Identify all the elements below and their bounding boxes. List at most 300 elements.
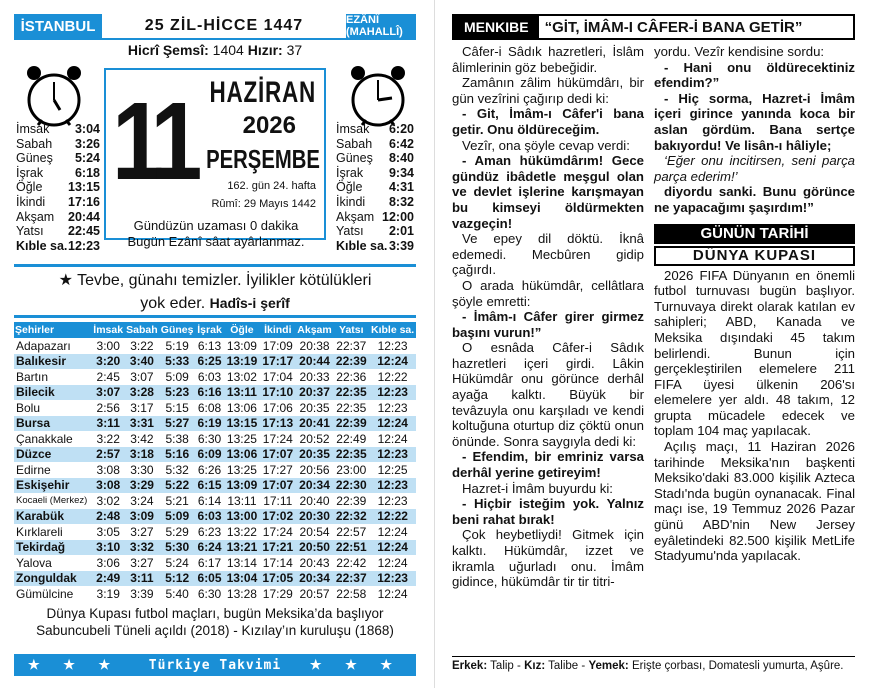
time-cell: 12:22	[377, 369, 408, 384]
prayer-time-value: 6:42	[388, 136, 414, 151]
time-cell: 2:57	[96, 447, 121, 462]
prayer-times-ezani	[336, 122, 414, 253]
year: 2026	[242, 112, 296, 139]
time-cell: 12:25	[377, 462, 408, 477]
story-paragraph: O arada hükümdâr, cellâtlara şöyle emretti:	[452, 277, 644, 309]
time-cell: 22:35	[335, 447, 367, 462]
gunun-paragraph-1: 2026 FIFA Dünyanın en önemli futbol turnuvası bugün başlıyor. Turnuvaya direkt olarak katılan ev sahipleri; ABD, Kanada ve Meksika dışındaki 45 takım belirlendi. Bunun için gerçekleştirilen elemelere 211 FIFA üyesi ülkenin 206'sı elemelere yer aldı. 48 takım, 12 grupta mücadele edecek ve toplam 104 maç yapılacak.	[654, 267, 855, 439]
gunun-tarihi	[654, 224, 855, 564]
time-cell: 13:21	[226, 540, 258, 555]
time-cell: 20:56	[299, 462, 330, 477]
table-row	[14, 478, 416, 494]
menu-kiz: Talibe	[548, 660, 579, 672]
time-cell: 20:34	[299, 571, 330, 586]
time-cell: 12:24	[377, 416, 408, 431]
prayer-time-row	[336, 122, 414, 137]
time-cell: 13:09	[226, 478, 258, 493]
time-cell: 22:39	[335, 416, 367, 431]
prayer-time-value: 8:32	[388, 194, 414, 209]
story-paragraph: Zamânın zâlim hükümdârı, bir gün vezîrini çağırıp dedi ki:	[452, 75, 644, 106]
hizir-label: Hızır:	[247, 42, 283, 58]
time-cell: 3:06	[96, 555, 120, 570]
prayer-time-row	[16, 195, 100, 210]
time-cell: 6:23	[197, 524, 222, 539]
time-cell: 6:30	[197, 431, 222, 446]
prayer-time-label: İkindi	[336, 194, 366, 209]
day-number: 11	[112, 80, 194, 203]
time-cell: 17:13	[262, 416, 294, 431]
time-cell: 2:49	[96, 571, 121, 586]
story-paragraph: - Hiçbir isteğim yok. Yalnız beni rahat bırak!	[452, 496, 644, 527]
gunun-tarihi-title: GÜNÜN TARİHİ	[654, 224, 855, 244]
time-cell: 6:26	[197, 462, 222, 477]
prayer-time-row	[16, 224, 100, 239]
time-cell: 5:23	[165, 385, 190, 400]
prayer-time-value: 5:24	[74, 151, 100, 166]
story-paragraph: Câfer-i Sâdık hazretleri, İslâm âlimlerinin göz bebeğidir.	[452, 44, 644, 75]
story-paragraph: - Aman hükümdârım! Gece gündüz ibâdetle meşgul olan ve devlet işlerine karışmayan bu kimseyi öldürmekten vazgeçin!	[452, 153, 644, 231]
time-cell: 20:40	[299, 493, 330, 508]
time-cell: 22:35	[336, 400, 367, 415]
prayer-time-value: 17:16	[68, 194, 100, 209]
prayer-time-row	[336, 151, 414, 166]
time-cell: 13:28	[226, 586, 257, 601]
time-cell: 20:38	[299, 338, 330, 353]
story-paragraph: Hazret-i İmâm buyurdu ki:	[462, 480, 613, 496]
city-name: Edirne	[16, 462, 51, 477]
prayer-time-row	[336, 180, 414, 195]
month-name: HAZİRAN	[209, 76, 316, 109]
prayer-time-label: Öğle	[16, 180, 43, 195]
time-cell: 22:39	[335, 354, 367, 369]
time-cell: 6:14	[197, 493, 222, 508]
time-cell: 5:19	[165, 338, 189, 353]
story-paragraph: - Git, İmâm-ı Câfer'i bana getir. Onu öldüreceğim.	[452, 106, 644, 137]
column-header: Sabah	[126, 324, 158, 336]
table-row	[14, 571, 416, 587]
time-cell: 22:57	[336, 524, 367, 539]
time-cell: 3:11	[96, 416, 120, 431]
city-name: Bolu	[16, 400, 41, 415]
time-cell: 12:24	[377, 555, 408, 570]
time-cell: 13:19	[226, 354, 258, 369]
time-cell: 12:23	[377, 400, 408, 415]
prayer-time-label: Kıble sa.	[336, 238, 388, 253]
alarm-clock-icon	[20, 60, 88, 130]
column-header: İmsak	[93, 324, 124, 336]
time-cell: 6:24	[197, 540, 222, 555]
city-name: Tekirdağ	[16, 540, 66, 555]
date-section	[14, 60, 416, 256]
time-cell: 6:15	[197, 478, 222, 493]
time-cell: 3:00	[96, 338, 120, 353]
time-cell: 3:07	[130, 369, 154, 384]
column-header: İkindi	[260, 322, 296, 338]
time-cell: 6:30	[197, 586, 222, 601]
prayer-time-value: 12:23	[68, 238, 100, 253]
city-name: Düzce	[16, 447, 52, 462]
prayer-time-value: 6:20	[388, 122, 414, 136]
time-cell: 3:07	[96, 385, 121, 400]
time-cell: 12:23	[377, 385, 408, 400]
prayer-time-row	[16, 180, 100, 195]
time-cell: 17:21	[262, 540, 294, 555]
time-cell: 5:09	[165, 369, 189, 384]
time-cell: 5:40	[165, 586, 189, 601]
time-cell: 13:11	[226, 385, 257, 400]
footnote-line-1: Dünya Kupası futbol maçları, bugün Meksika’da başlıyor	[46, 605, 384, 621]
city-name: Çanakkale	[16, 431, 73, 446]
time-cell: 13:00	[226, 509, 258, 524]
footnote-line-2: Sabuncubeli Tüneli açıldı (2018) - Kızılay’ın kuruluşu (1868)	[36, 622, 394, 638]
table-row	[14, 431, 416, 447]
time-cell: 13:25	[226, 462, 257, 477]
time-cell: 6:13	[197, 338, 222, 353]
day-of-year: 162. gün 24. hafta	[227, 180, 316, 192]
time-cell: 5:32	[165, 462, 189, 477]
time-cell: 3:20	[96, 354, 121, 369]
city-name: Bartın	[16, 369, 49, 384]
time-cell: 13:14	[226, 555, 257, 570]
alarm-clock-icon	[344, 60, 412, 130]
story-paragraph: - İmâm-ı Câfer girer girmez başını vurun!”	[452, 309, 644, 340]
story-paragraph: Ve epey dil döktü. İknâ edemedi. Mecbûren gidip çağırdı.	[452, 231, 644, 278]
calendar-right-page	[452, 14, 855, 676]
prayer-time-row	[336, 166, 414, 181]
hijri-shamsi-value: 1404	[212, 42, 244, 58]
city-prayer-table	[14, 322, 416, 602]
city-name: Kırklareli	[16, 524, 63, 539]
time-cell: 20:44	[299, 354, 330, 369]
weekday: PERŞEMBE	[206, 144, 320, 174]
column-header: Güneş	[160, 324, 194, 336]
table-row	[14, 369, 416, 385]
city-name: Adapazarı	[16, 338, 71, 353]
time-cell: 3:10	[96, 540, 121, 555]
time-cell: 12:23	[377, 478, 408, 493]
table-header	[14, 322, 416, 338]
time-cell: 12:23	[377, 571, 408, 586]
time-cell: 5:12	[165, 571, 190, 586]
time-cell: 3:19	[96, 586, 120, 601]
time-cell: 20:52	[299, 431, 330, 446]
prayer-time-row	[336, 224, 414, 239]
daily-menu: Erkek: Talip - Kız: Talibe - Yemek: Erişte çorbası, Domatesli yumurta, Aşûre.	[452, 656, 855, 676]
time-cell: 6:16	[197, 385, 222, 400]
prayer-time-row	[16, 166, 100, 181]
column-header: Yatsı	[333, 322, 369, 338]
time-cell: 13:11	[227, 493, 257, 508]
time-cell: 5:27	[165, 416, 190, 431]
time-cell: 6:17	[197, 555, 222, 570]
prayer-time-label: İmsak	[336, 122, 370, 136]
column-header: Akşam	[297, 324, 332, 336]
story-paragraph: - Hani onu öldürecektiniz efendim?”	[654, 59, 855, 91]
menu-erkek: Talip	[490, 660, 514, 672]
story-column-2	[654, 44, 855, 590]
time-cell: 20:35	[299, 447, 330, 462]
top-bar	[14, 14, 416, 40]
time-cell: 5:09	[165, 509, 190, 524]
time-cell: 3:24	[130, 493, 154, 508]
table-body	[14, 338, 416, 602]
city-name: Bilecik	[16, 385, 55, 400]
city-name: Balıkesir	[16, 354, 67, 369]
story-paragraph: diyordu sanki. Bunu görünce ne yapacağımı şaşırdım!”	[654, 184, 855, 215]
time-cell: 20:35	[299, 400, 330, 415]
prayer-time-row	[16, 210, 100, 225]
time-cell: 20:41	[299, 416, 330, 431]
time-cell: 20:50	[299, 540, 330, 555]
prayer-time-value: 3:39	[388, 238, 414, 253]
time-cell: 22:30	[335, 478, 367, 493]
time-cell: 5:29	[165, 524, 189, 539]
time-cell: 20:30	[299, 509, 330, 524]
prayer-time-value: 12:00	[382, 209, 414, 224]
daylight-line-1: Gündüzün uzaması 0 dakika	[133, 218, 299, 233]
story-columns	[452, 44, 855, 590]
gunun-tarihi-subtitle: DÜNYA KUPASI	[654, 246, 855, 266]
time-cell: 17:05	[262, 571, 294, 586]
time-cell: 17:04	[262, 369, 293, 384]
time-cell: 3:02	[96, 493, 120, 508]
time-cell: 13:06	[226, 400, 257, 415]
story-paragraph: ‘Eğer onu incitirsen, seni parça parça ederim!’	[654, 153, 855, 184]
prayer-time-label: Akşam	[16, 209, 55, 224]
prayer-time-value: 20:44	[68, 209, 100, 224]
time-cell: 12:23	[377, 338, 408, 353]
table-row	[14, 416, 416, 432]
time-cell: 3:08	[96, 478, 121, 493]
star-icon: ★ ★ ★	[28, 657, 121, 672]
hijri-date: 25 ZİL-HİCCE 1447	[102, 14, 346, 38]
time-cell: 17:07	[262, 447, 294, 462]
time-cell: 17:09	[262, 338, 293, 353]
time-cell: 3:11	[130, 571, 154, 586]
prayer-time-row	[16, 137, 100, 152]
prayer-time-label: İşrak	[16, 165, 44, 180]
city-label: İSTANBUL	[14, 14, 102, 38]
column-header: Kıble sa.	[371, 324, 415, 336]
time-cell: 3:27	[130, 524, 154, 539]
hijri-shamsi-line	[14, 42, 416, 60]
hadith-source: Hadîs-i şerîf	[209, 295, 290, 311]
prayer-time-row	[16, 151, 100, 166]
time-cell: 22:36	[336, 369, 367, 384]
time-cell: 17:24	[262, 431, 293, 446]
time-cell: 17:11	[263, 493, 293, 508]
time-cell: 17:14	[262, 555, 293, 570]
daylight-line-2: Bugün Ezânî sâat ayârlanmaz.	[127, 234, 305, 249]
story-paragraph: yordu. Vezîr kendisine sordu:	[654, 44, 825, 59]
time-cell: 6:03	[197, 369, 222, 384]
menkibe-tag: MENKIBE	[454, 16, 539, 38]
time-cell: 6:25	[197, 354, 222, 369]
time-cell: 3:42	[130, 431, 154, 446]
time-cell: 5:38	[165, 431, 189, 446]
story-paragraph: Çok heybetliydi! Gitmek için kalktı. Hükümdâr, izzet ve ikramla uğurladı onu. İmâm gidince, hükümdâr tir tir titri-	[452, 527, 644, 590]
prayer-time-value: 4:31	[388, 180, 414, 195]
time-cell: 2:45	[96, 369, 120, 384]
column-header: Öğle	[224, 322, 260, 338]
time-cell: 6:09	[197, 447, 222, 462]
time-cell: 5:22	[165, 478, 190, 493]
time-cell: 2:56	[96, 400, 120, 415]
city-name: Gümülcine	[16, 586, 74, 601]
city-name: Zonguldak	[16, 571, 77, 586]
prayer-time-row	[16, 239, 100, 254]
time-cell: 13:15	[226, 416, 258, 431]
time-cell: 3:31	[129, 416, 154, 431]
time-cell: 13:04	[226, 571, 258, 586]
time-cell: 20:54	[299, 524, 330, 539]
time-cell: 12:22	[377, 509, 408, 524]
table-row	[14, 509, 416, 525]
story-paragraph: Vezîr, ona şöyle cevap verdi:	[462, 137, 630, 153]
time-cell: 5:15	[165, 400, 189, 415]
time-cell: 17:10	[262, 385, 294, 400]
time-cell: 20:34	[299, 478, 330, 493]
city-name: Eskişehir	[16, 478, 70, 493]
table-row	[14, 586, 416, 602]
city-name: Yalova	[16, 555, 52, 570]
time-cell: 17:29	[262, 586, 293, 601]
calendar-left-page	[14, 14, 416, 676]
time-cell: 12:23	[377, 447, 408, 462]
prayer-time-row	[336, 137, 414, 152]
time-cell: 20:37	[299, 385, 330, 400]
prayer-time-label: Yatsı	[16, 224, 44, 239]
time-cell: 3:27	[130, 555, 154, 570]
column-header: Şehirler	[14, 322, 92, 338]
time-cell: 12:23	[377, 493, 408, 508]
prayer-time-value: 8:40	[388, 151, 414, 166]
time-cell: 3:22	[96, 431, 120, 446]
footer-bar	[14, 654, 416, 676]
time-cell: 12:24	[377, 524, 408, 539]
prayer-time-value: 2:01	[388, 224, 414, 239]
prayer-time-value: 13:15	[68, 180, 100, 195]
time-cell: 6:05	[197, 571, 222, 586]
time-cell: 17:07	[262, 478, 294, 493]
time-cell: 22:51	[335, 540, 367, 555]
table-row	[14, 555, 416, 571]
time-cell: 22:37	[336, 338, 367, 353]
time-cell: 3:18	[129, 447, 154, 462]
time-cell: 3:29	[129, 478, 154, 493]
table-row	[14, 447, 416, 463]
menu-yemek: Erişte çorbası, Domatesli yumurta, Aşûre.	[631, 660, 844, 672]
menkibe-header	[452, 14, 855, 40]
time-cell: 12:24	[377, 354, 408, 369]
prayer-time-value: 3:26	[74, 136, 100, 151]
time-cell: 22:49	[336, 431, 367, 446]
hijri-shamsi-label: Hicrî Şemsî:	[127, 42, 209, 58]
prayer-time-label: Sabah	[16, 136, 53, 151]
city-name: Karabük	[16, 509, 65, 524]
prayer-time-label: Güneş	[336, 151, 373, 166]
prayer-time-label: Sabah	[336, 136, 373, 151]
time-cell: 13:02	[226, 369, 257, 384]
table-row	[14, 524, 416, 540]
menu-erkek-label: Erkek:	[452, 660, 488, 672]
story-paragraph: - Efendim, bir emriniz varsa derhâl yerine getireyim!	[452, 449, 644, 481]
page-divider	[434, 0, 435, 688]
prayer-time-value: 3:04	[74, 122, 100, 136]
time-cell: 6:19	[197, 416, 222, 431]
time-cell: 20:57	[299, 586, 330, 601]
time-cell: 12:24	[377, 586, 408, 601]
prayer-time-value: 9:34	[388, 165, 414, 180]
time-cell: 6:03	[197, 509, 222, 524]
gunun-paragraph-2: Açılış maçı, 11 Haziran 2026 tarihinde Meksika'nın başkenti Meksiko'daki 83.000 kişilik Azteca Stadı'nda bugün oynanacak. Final maçı ise, 19 Temmuz 2026 Pazar günü ABD'nin New Jersey eyâletindeki 82.500 kişilik MetLife Stadyumu'nda yapılacak.	[654, 439, 855, 564]
footnote	[14, 605, 416, 639]
time-cell: 22:37	[335, 571, 367, 586]
prayer-time-label: Yatsı	[336, 224, 364, 239]
menu-yemek-label: Yemek:	[588, 660, 629, 672]
table-row	[14, 385, 416, 401]
time-cell: 3:40	[129, 354, 154, 369]
time-cell: 17:24	[262, 524, 293, 539]
prayer-time-label: Güneş	[16, 151, 53, 166]
time-cell: 13:22	[226, 524, 257, 539]
rumi-date: Rûmî: 29 Mayıs 1442	[211, 198, 316, 210]
time-cell: 13:06	[226, 447, 258, 462]
date-box	[104, 68, 326, 240]
prayer-time-row	[336, 195, 414, 210]
time-cell: 6:08	[197, 400, 222, 415]
city-name: Bursa	[16, 416, 51, 431]
time-cell: 5:30	[165, 540, 190, 555]
prayer-times-vasati	[16, 122, 100, 253]
time-cell: 17:17	[262, 354, 294, 369]
prayer-time-value: 6:18	[74, 165, 100, 180]
prayer-time-label: Öğle	[336, 180, 363, 195]
prayer-time-label: Akşam	[336, 209, 375, 224]
time-cell: 2:48	[96, 509, 121, 524]
prayer-time-row	[16, 122, 100, 137]
time-cell: 12:24	[377, 431, 408, 446]
time-cell: 17:06	[262, 400, 293, 415]
time-cell: 3:22	[130, 338, 154, 353]
table-row	[14, 493, 416, 509]
daylight-note	[112, 218, 320, 250]
prayer-time-row	[336, 210, 414, 225]
time-cell: 17:02	[262, 509, 294, 524]
prayer-time-value: 22:45	[68, 224, 100, 239]
time-cell: 3:05	[96, 524, 120, 539]
time-cell: 13:09	[226, 338, 257, 353]
story-column-2-text	[654, 44, 855, 216]
table-row	[14, 354, 416, 370]
time-cell: 12:24	[377, 540, 408, 555]
table-row	[14, 540, 416, 556]
time-cell: 3:17	[130, 400, 154, 415]
hadith-line-1: ★ Tevbe, günahı temizler. İyilikler kötülükleri	[58, 272, 372, 289]
story-paragraph: O esnâda Câfer-i Sâdık hazretleri içeri girdi. Lâkin Hükümdâr onu görünce derhâl ayağa kalktı. Büyük bir tevâzuyla onu karşıladı ve kendi koltuğuna oturtup diz çöktü onun önünde. Sonra saygıyla dedi ki:	[452, 340, 644, 449]
prayer-time-label: İşrak	[336, 165, 364, 180]
hadith-line-2: yok eder.	[140, 295, 206, 312]
time-cell: 3:30	[130, 462, 154, 477]
story-paragraph: - Hiç sorma, Hazret-i İmâm içeri girince yanında koca bir aslan gördüm. Bana sertçe bakıyordu! Ve lisân-ı hâliyle;	[654, 90, 855, 153]
time-cell: 17:27	[262, 462, 293, 477]
time-cell: 3:09	[129, 509, 154, 524]
hizir-value: 37	[286, 42, 303, 58]
time-cell: 23:00	[336, 462, 367, 477]
brand-logo: Türkiye Takvimi	[148, 657, 282, 673]
gunun-tarihi-body	[654, 268, 855, 564]
time-cell: 22:42	[336, 555, 367, 570]
